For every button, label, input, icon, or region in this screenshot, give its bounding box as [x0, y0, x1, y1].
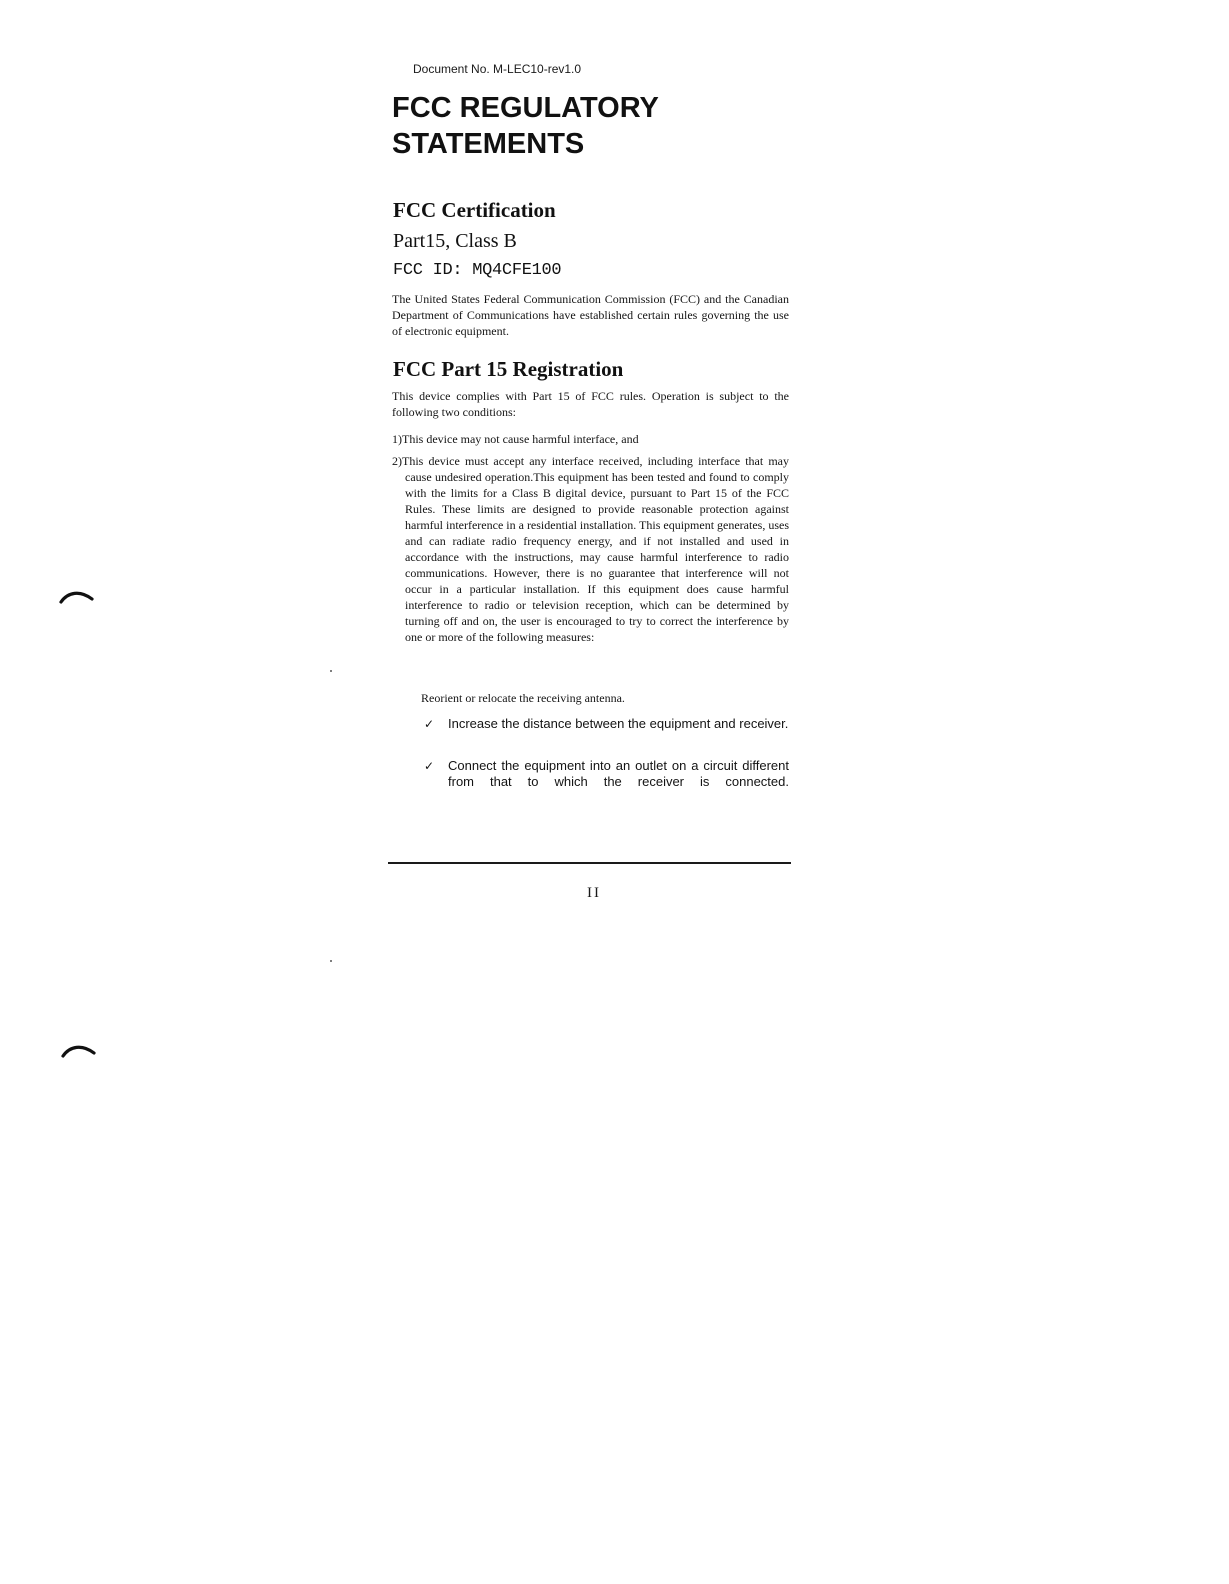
- condition-2-paragraph: 2)This device must accept any interface received, including interface that may cause undesired operation.This equipment has been tested and found to comply with the limits for a Class B digital device, pursuant to Part 15 of the FCC Rules. These limits are designed to provide reasonable protection against harmful interference in a residential installation. This equipment generates, uses and can radiate radio frequency energy, and if not installed and used in accordance with the instructions, may cause harmful interference to radio communications. However, there is no guarantee that interference will not occur in a particular installation. If this equipment does cause harmful interference to radio or television reception, which can be determined by turning off and on, the user is encouraged to try to correct the interference by one or more of the following measures:: [392, 454, 789, 644]
- binder-hole-mark-icon: [60, 1040, 100, 1060]
- certification-paragraph: The United States Federal Communication Commission (FCC) and the Canadian Department of Communications have established certain rules governing the use of electronic equipment.: [392, 292, 789, 338]
- measure-reorient-item: Reorient or relocate the receiving antenna.: [421, 691, 625, 705]
- footer-divider: [388, 862, 791, 864]
- registration-intro-paragraph: This device complies with Part 15 of FCC rules. Operation is subject to the following two conditions:: [392, 389, 789, 419]
- condition-1-paragraph: 1)This device may not cause harmful interface, and: [392, 432, 639, 446]
- fcc-registration-heading: FCC Part 15 Registration: [393, 357, 624, 381]
- measure-check-text: Increase the distance between the equipment and receiver.: [448, 716, 789, 731]
- measure-check-item: [421, 716, 789, 732]
- binder-hole-mark-icon: [58, 586, 98, 606]
- page-title-line-1: FCC REGULATORY: [392, 92, 659, 124]
- fcc-class-line: Part15, Class B: [393, 230, 517, 252]
- scan-speck: [330, 670, 332, 672]
- checkmark-icon: ✓: [424, 759, 435, 773]
- page-title: [392, 90, 812, 162]
- measure-check-item: [421, 758, 789, 790]
- fcc-id-line: FCC ID: MQ4CFE100: [393, 261, 562, 280]
- document-number: Document No. M-LEC10-rev1.0: [413, 62, 582, 76]
- checkmark-icon: ✓: [424, 717, 435, 731]
- fcc-certification-heading: FCC Certification: [393, 198, 556, 222]
- measure-check-text: Connect the equipment into an outlet on a circuit different from that to which the receiver is connected.: [448, 758, 789, 789]
- scan-speck: [330, 960, 332, 962]
- page-title-line-2: STATEMENTS: [392, 128, 585, 160]
- page-number: II: [587, 885, 601, 901]
